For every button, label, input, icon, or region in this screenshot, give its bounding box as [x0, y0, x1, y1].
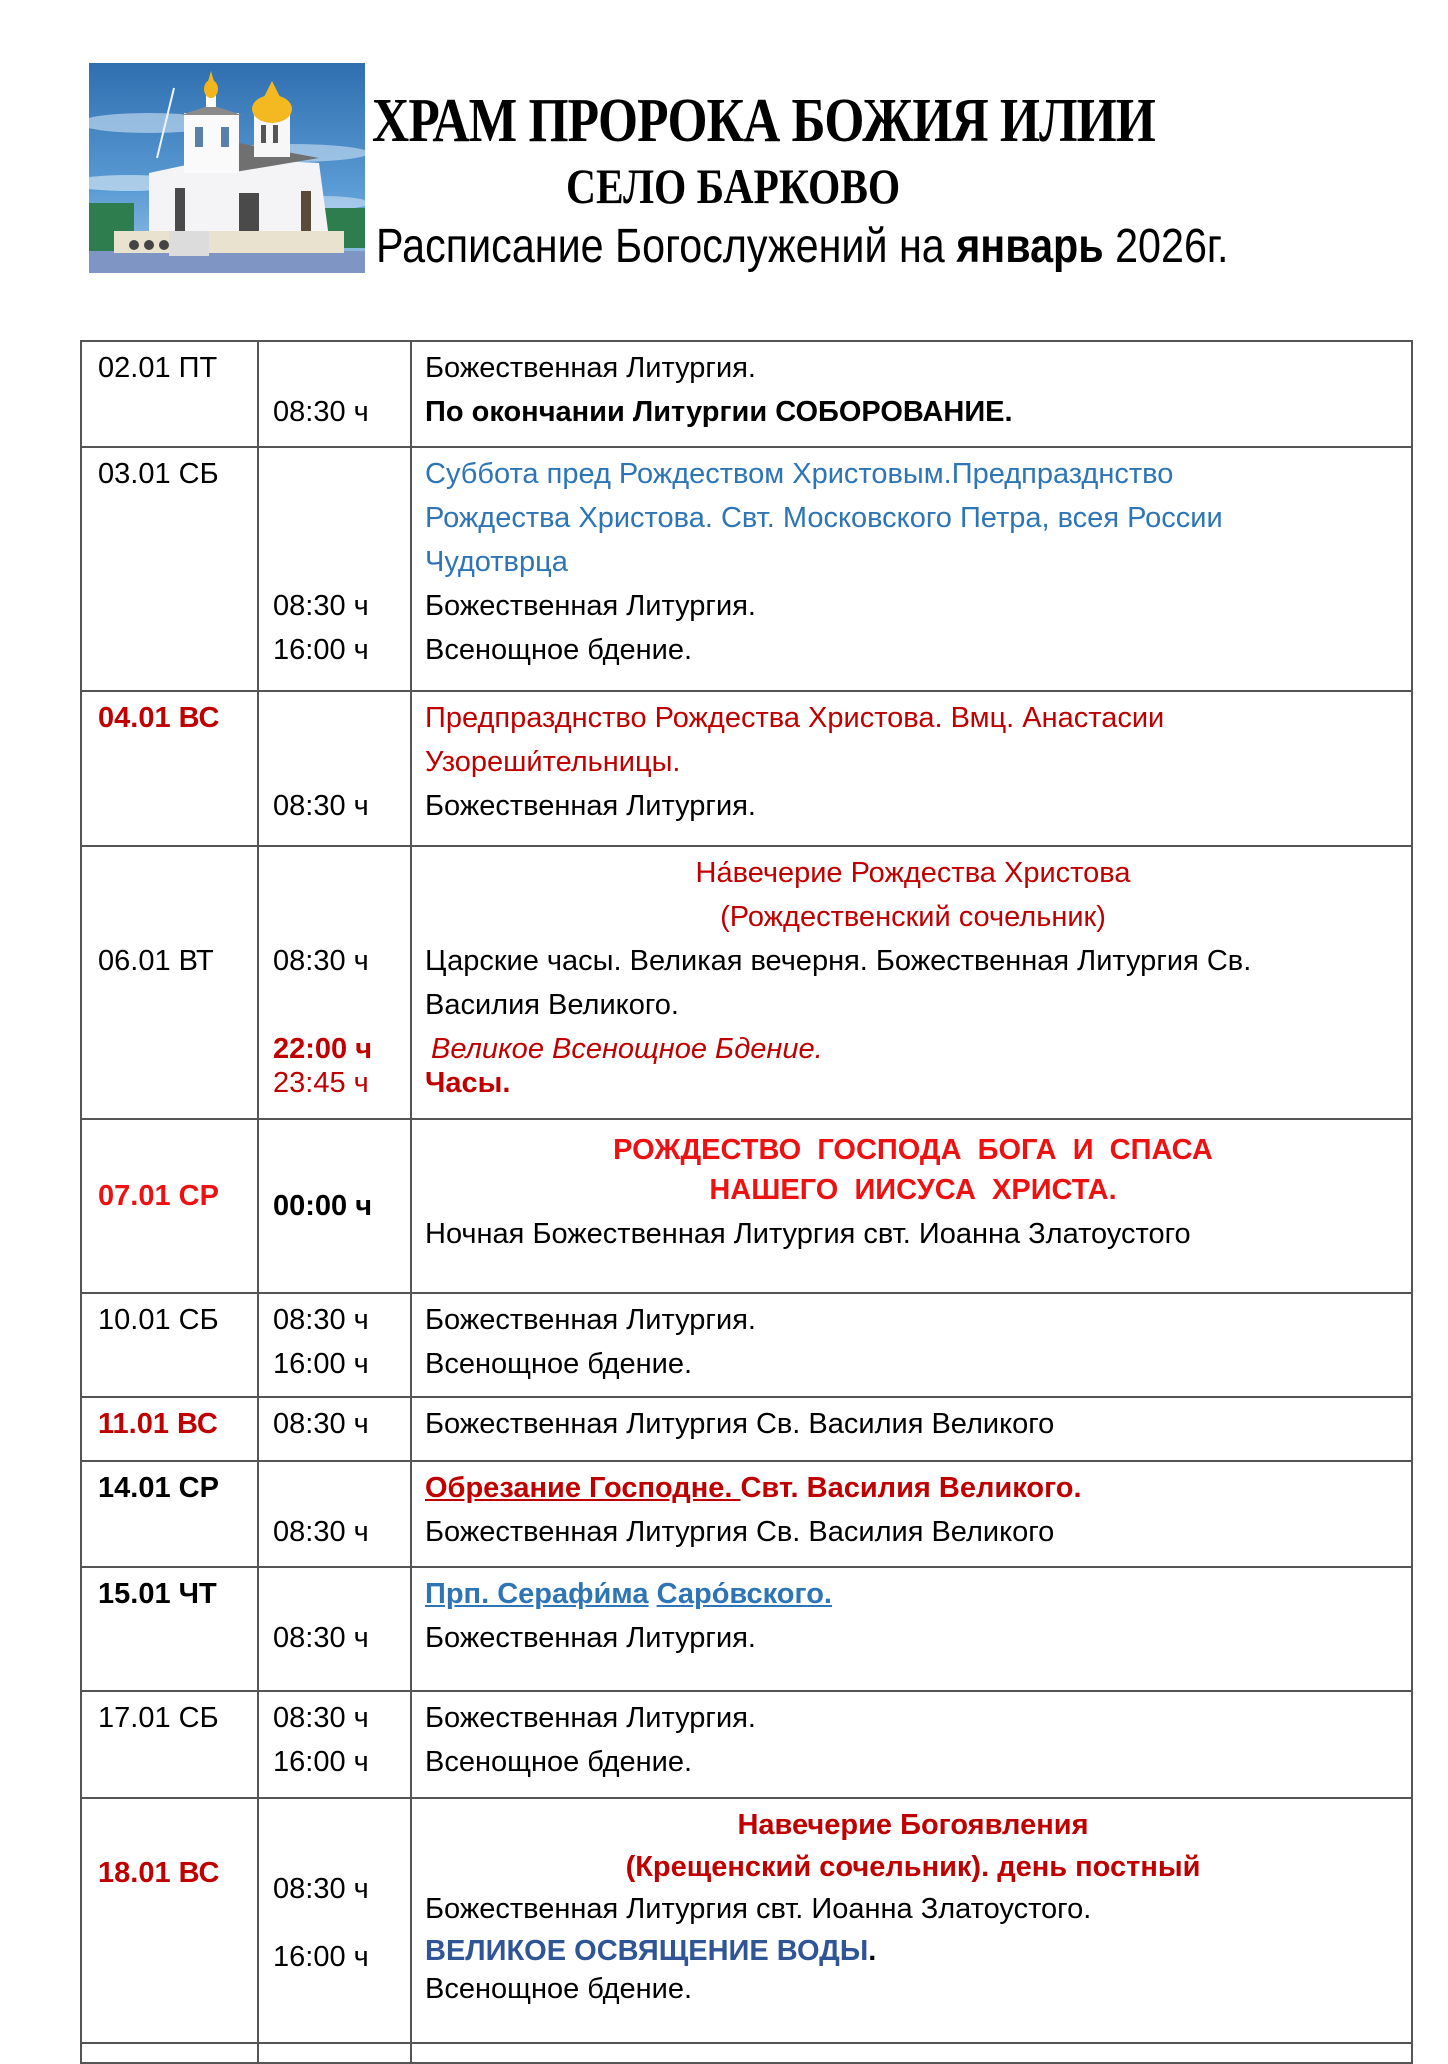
time-cell: [258, 1691, 411, 1798]
time-cell: [258, 341, 411, 447]
time: 08:30 ч: [273, 1622, 369, 1654]
time: 08:30 ч: [273, 1873, 369, 1905]
service-line: По окончании Литургии СОБОРОВАНИЕ.: [425, 396, 1013, 428]
time-cell: [258, 1798, 411, 2043]
village-name: СЕЛО БАРКОВО: [566, 158, 901, 214]
table-row: [81, 1293, 1412, 1397]
table-row: [81, 1798, 1412, 2043]
time: 16:00 ч: [273, 1348, 369, 1380]
service-line: Василия Великого.: [425, 989, 679, 1021]
date: 06.01 ВТ: [98, 945, 214, 977]
feast-title: НАШЕГО ИИСУСА ХРИСТА.: [709, 1174, 1117, 1206]
table-row: [81, 1461, 1412, 1567]
date-cell: 03.01 СБ: [81, 447, 258, 691]
church-image: [89, 63, 365, 273]
service-cell: [411, 691, 1412, 846]
feast-link[interactable]: Обрезание Господне.: [425, 1472, 741, 1504]
schedule-heading: [376, 220, 1228, 274]
service-line: Всенощное бдение.: [425, 1973, 693, 2005]
table-row: [81, 691, 1412, 846]
feast-saint: Свт. Василия Великого.: [740, 1472, 1082, 1504]
feast-line: Предпразднство Рождества Христова. Вмц. Анастасии: [425, 702, 1165, 734]
service-line: Божественная Литургия.: [425, 352, 756, 384]
date-cell: 14.01 СР: [81, 1461, 258, 1567]
church-illustration: [89, 63, 365, 273]
date-cell: 10.01 СБ: [81, 1293, 258, 1397]
date: 07.01 СР: [98, 1180, 219, 1212]
feast-line: Чудотврца: [425, 546, 568, 578]
service-cell: [411, 846, 1412, 1119]
service-cell: [411, 1798, 1412, 2043]
service-line: Великое Всенощное Бдение.: [431, 1033, 823, 1065]
time: 08:30 ч: [273, 590, 369, 622]
date-cell: 04.01 ВС: [81, 691, 258, 846]
time-cell: [258, 1293, 411, 1397]
time: 00:00 ч: [273, 1190, 373, 1222]
water-blessing-period: .: [868, 1935, 877, 1967]
service-line: Всенощное бдение.: [425, 634, 693, 666]
feast-line: (Рождественский сочельник): [720, 901, 1106, 933]
feast-line: Рождества Христова. Свт. Московского Петра, всея России: [425, 502, 1223, 534]
schedule-year: 2026г.: [1103, 220, 1229, 273]
time: 08:30 ч: [273, 1408, 369, 1440]
service-cell: [411, 2043, 1412, 2063]
service-line: Божественная Литургия.: [425, 1702, 756, 1734]
time-cell: [258, 1119, 411, 1293]
feast-line: Суббота пред Рождеством Христовым.Предпразднство: [425, 458, 1174, 490]
time-cell: [258, 1397, 411, 1461]
date-cell: 15.01 ЧТ: [81, 1567, 258, 1691]
time: 08:30 ч: [273, 1304, 369, 1336]
feast-title: РОЖДЕСТВО ГОСПОДА БОГА И СПАСА: [613, 1134, 1213, 1166]
service-cell: [411, 1293, 1412, 1397]
time: 08:30 ч: [273, 1516, 369, 1548]
feast-line: Навечерие Богоявления: [737, 1809, 1089, 1841]
service-line: Часы.: [425, 1067, 511, 1099]
time: 08:30 ч: [273, 945, 369, 977]
service-cell: [411, 1691, 1412, 1798]
service-cell: [411, 1397, 1412, 1461]
church-title: ХРАМ ПРОРОКА БОЖИЯ ИЛИИ: [372, 87, 1155, 155]
water-blessing-line: [425, 1929, 1401, 1967]
schedule-month: январь: [956, 220, 1104, 273]
time: 23:45 ч: [273, 1067, 369, 1099]
feast-link[interactable]: Прп. Серафи́ма: [425, 1578, 649, 1610]
table-row: [81, 1567, 1412, 1691]
feast-line: (Крещенский сочельник). день постный: [625, 1851, 1201, 1883]
time-cell: [258, 691, 411, 846]
service-line: Божественная Литургия.: [425, 790, 756, 822]
table-row: [81, 846, 1412, 1119]
table-row: [81, 1397, 1412, 1461]
service-line: Всенощное бдение.: [425, 1348, 693, 1380]
table-row: [81, 2043, 1412, 2063]
date-cell: [81, 1119, 258, 1293]
time: 08:30 ч: [273, 396, 369, 428]
table-row: [81, 1119, 1412, 1293]
date-cell: [81, 2043, 258, 2063]
time-cell: [258, 447, 411, 691]
time-cell: [258, 1567, 411, 1691]
service-cell: [411, 1119, 1412, 1293]
time: 08:30 ч: [273, 1702, 369, 1734]
service-line: Божественная Литургия.: [425, 590, 756, 622]
time: 16:00 ч: [273, 1941, 369, 1973]
feast-line: На́вечерие Рождества Христова: [695, 857, 1131, 889]
table-row: [81, 341, 1412, 447]
date-cell: 17.01 СБ: [81, 1691, 258, 1798]
date-cell: 02.01 ПТ: [81, 341, 258, 447]
time: 16:00 ч: [273, 1746, 369, 1778]
service-cell: [411, 1461, 1412, 1567]
service-line: Божественная Литургия Св. Василия Великого: [425, 1516, 1055, 1548]
date-cell: [81, 846, 258, 1119]
service-line: Всенощное бдение.: [425, 1746, 693, 1778]
feast-link[interactable]: Саро́вского.: [656, 1578, 832, 1610]
service-line: Божественная Литургия Св. Василия Великого: [425, 1408, 1055, 1440]
time-cell: [258, 2043, 411, 2063]
service-cell: [411, 447, 1412, 691]
time: 16:00 ч: [273, 634, 369, 666]
time: 08:30 ч: [273, 790, 369, 822]
service-line: Божественная Литургия свт. Иоанна Златоустого.: [425, 1893, 1092, 1925]
feast-line: [425, 1466, 1401, 1510]
service-line: Божественная Литургия.: [425, 1304, 756, 1336]
service-cell: [411, 341, 1412, 447]
table-row: [81, 447, 1412, 691]
table-row: [81, 1691, 1412, 1798]
date: 18.01 ВС: [98, 1857, 220, 1889]
schedule-prefix: Расписание Богослужений на: [376, 220, 957, 273]
feast-line: Узореши́тельницы.: [425, 746, 681, 778]
service-line: Ночная Божественная Литургия свт. Иоанна Златоустого: [425, 1218, 1191, 1250]
service-line: Царские часы. Великая вечерня. Божественная Литургия Св.: [425, 945, 1252, 977]
time-cell: [258, 846, 411, 1119]
time: 22:00 ч: [273, 1033, 373, 1065]
date-cell: [81, 1798, 258, 2043]
water-blessing: ВЕЛИКОЕ ОСВЯЩЕНИЕ ВОДЫ: [425, 1935, 869, 1967]
schedule-table: [80, 340, 1413, 2064]
feast-line: [425, 1572, 1401, 1616]
time-cell: [258, 1461, 411, 1567]
service-cell: [411, 1567, 1412, 1691]
service-line: Божественная Литургия.: [425, 1622, 756, 1654]
date-cell: 11.01 ВС: [81, 1397, 258, 1461]
